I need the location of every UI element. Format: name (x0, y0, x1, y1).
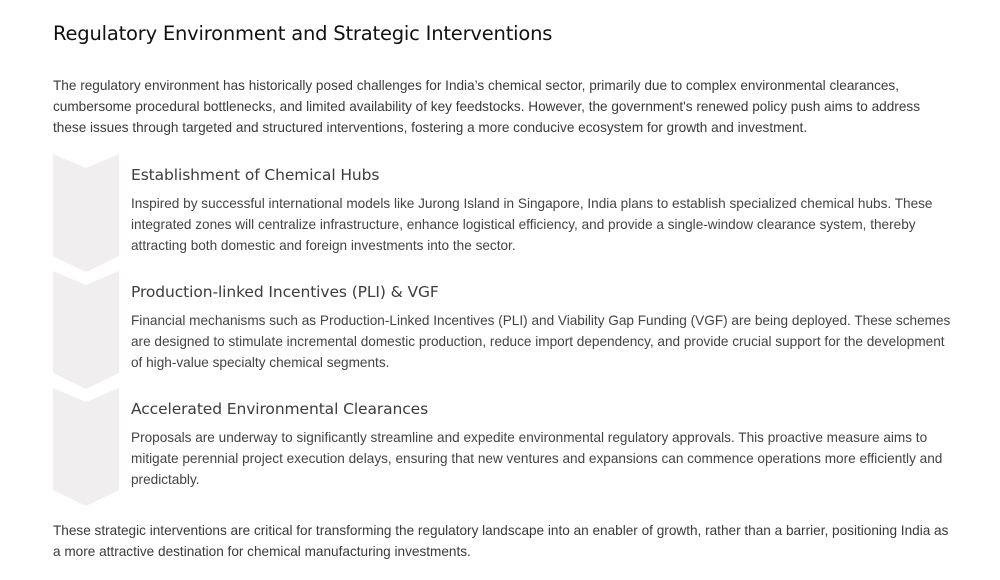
step-description: Inspired by successful international models like Jurong Island in Singapore, India plans to establish specialized chemical hubs. These integrated zones will centralize infrastructure, enhance logistical efficiency, and provide a single-window clearance system, thereby attracting both domestic and foreign investments into the sector. (131, 196, 933, 253)
step-body (131, 283, 951, 373)
step-title: Establishment of Chemical Hubs (131, 166, 380, 184)
step-description: Proposals are underway to significantly streamline and expedite environmental regulatory approvals. This proactive measure aims to mitigate perennial project execution delays, ensuring that new ventures and expansions can commence operations more efficiently and predictably. (131, 430, 943, 487)
step-title: Production-linked Incentives (PLI) & VGF (131, 283, 439, 301)
step-chemical-hubs (53, 154, 953, 272)
step-pli-vgf (53, 271, 953, 389)
step-body (131, 166, 951, 256)
step-body (131, 400, 951, 490)
chevron-down-icon (53, 154, 119, 272)
step-description: Financial mechanisms such as Production-Linked Incentives (PLI) and Viability Gap Funding (VGF) are being deployed. These schemes are designed to stimulate incremental domestic production, reduce import dependency, and provide crucial support for the development of high-value specialty chemical segments. (131, 313, 951, 370)
chevron-down-icon (53, 388, 119, 506)
chevron-down-icon (53, 271, 119, 389)
step-title: Accelerated Environmental Clearances (131, 400, 429, 418)
step-environmental-clearances (53, 388, 953, 506)
page-title: Regulatory Environment and Strategic Interventions (53, 22, 553, 45)
intro-paragraph: The regulatory environment has historically posed challenges for India’s chemical sector, primarily due to complex environmental clearances, cumbersome procedural bottlenecks, and limited availability of key feedstocks. However, the government's renewed policy push aims to address these issues through targeted and structured interventions, fostering a more conducive ecosystem for growth and investment. (53, 78, 920, 135)
conclusion-paragraph: These strategic interventions are critical for transforming the regulatory landscape into an enabler of growth, rather than a barrier, positioning India as a more attractive destination for chemical manufacturing investments. (53, 523, 949, 559)
